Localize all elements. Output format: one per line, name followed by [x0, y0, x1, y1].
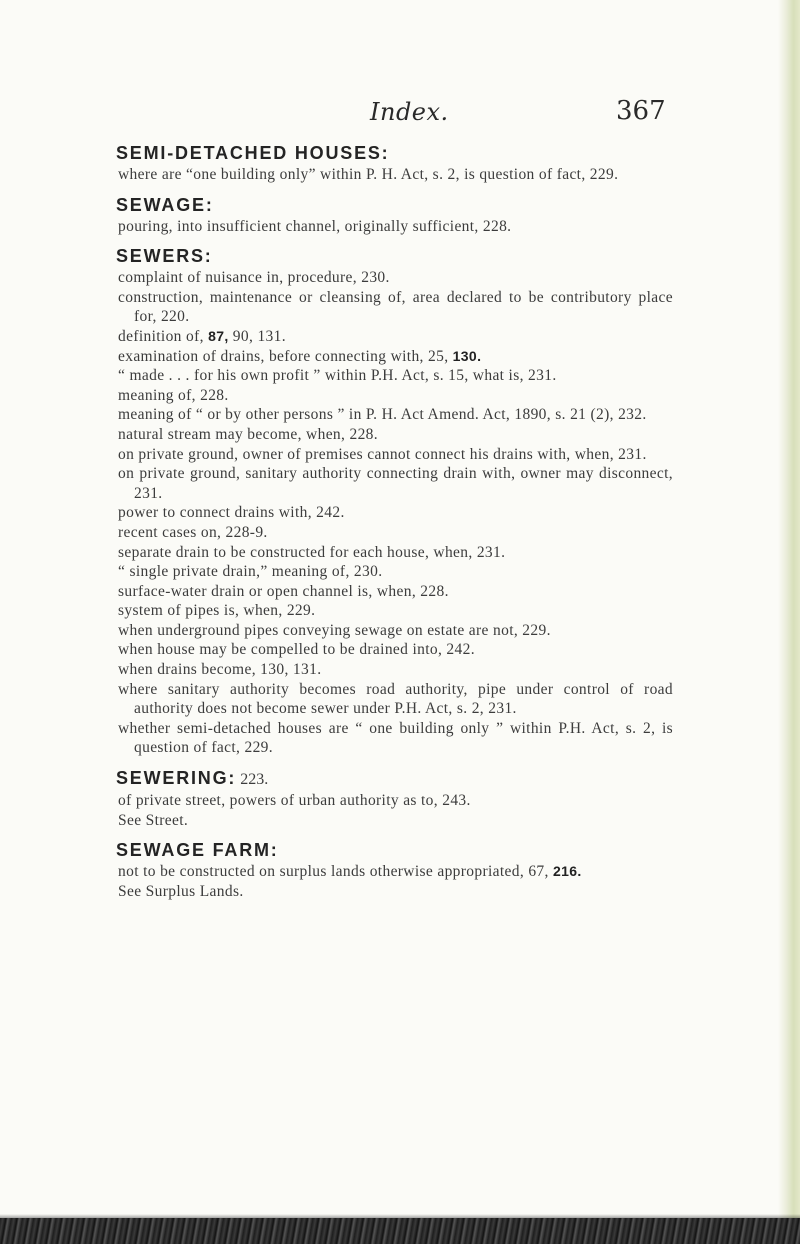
- subentry: when house may be compelled to be drained into, 242.: [118, 641, 475, 659]
- entry-heading-text: SEWERS:: [116, 246, 213, 267]
- page-number: 367: [616, 96, 666, 126]
- entry-heading: [116, 839, 673, 862]
- subentry-text: definition of,: [118, 327, 209, 345]
- page-right-edge: [778, 0, 800, 1244]
- cross-reference: See Street.: [118, 811, 189, 829]
- subentry: on private ground, owner of premises cannot connect his drains with, when, 231.: [118, 445, 647, 463]
- index-entry: [118, 245, 673, 758]
- entry-heading-locator: 223.: [236, 771, 269, 789]
- subentry: on private ground, sanitary authority connecting drain with, owner may disconnect, 231.: [118, 465, 673, 502]
- subentry: recent cases on, 228-9.: [118, 523, 268, 541]
- bold-page-reference: 87,: [208, 327, 229, 344]
- index-entry: [118, 194, 673, 237]
- index-entry: [118, 767, 673, 830]
- page-bottom-edge: [0, 1218, 800, 1244]
- subentry: power to connect drains with, 242.: [118, 504, 345, 522]
- subentry: meaning of, 228.: [118, 386, 229, 404]
- entry-heading-text: SEWAGE FARM:: [116, 840, 279, 861]
- subentry: of private street, powers of urban authority as to, 243.: [118, 792, 471, 810]
- index-entry: [118, 839, 673, 901]
- entry-heading-text: SEMI-DETACHED HOUSES:: [116, 143, 390, 163]
- index-body: [118, 142, 673, 901]
- cross-reference: See Surplus Lands.: [118, 882, 244, 900]
- subentry: [118, 862, 673, 882]
- subentry: where sanitary authority becomes road authority, pipe under control of road authority does not become sewer under P.H. Act, s. 2, 231.: [118, 680, 673, 718]
- subentry: when drains become, 130, 131.: [118, 661, 322, 679]
- subentry: [118, 347, 673, 367]
- subentry: pouring, into insufficient channel, originally sufficient, 228.: [118, 217, 512, 235]
- subentry: whether semi-detached houses are “ one building only ” within P.H. Act, s. 2, is question of fact, 229.: [118, 719, 673, 757]
- running-head: [0, 98, 800, 128]
- subentry: when underground pipes conveying sewage on estate are not, 229.: [118, 621, 551, 639]
- running-title: Index.: [370, 98, 449, 126]
- entry-heading: [116, 142, 673, 165]
- subentry: where are “one building only” within P. H. Act, s. 2, is question of fact, 229.: [118, 166, 619, 183]
- index-entry: [118, 142, 673, 185]
- subentry-text-tail: 90, 131.: [228, 327, 286, 345]
- subentry-text: not to be constructed on surplus lands otherwise appropriated, 67,: [118, 863, 553, 881]
- subentry: natural stream may become, when, 228.: [118, 425, 379, 443]
- bold-page-reference: 130.: [452, 347, 482, 364]
- subentry: surface-water drain or open channel is, when, 228.: [118, 582, 449, 600]
- subentry: construction, maintenance or cleansing of, area declared to be contributory place for, 220.: [118, 288, 673, 326]
- subentry: [118, 327, 673, 347]
- entry-heading: [116, 767, 673, 791]
- subentry: “ single private drain,” meaning of, 230.: [118, 563, 383, 581]
- entry-heading: [116, 194, 673, 217]
- entry-heading-text: SEWERING:: [116, 768, 237, 789]
- subentry: meaning of “ or by other persons ” in P. H. Act Amend. Act, 1890, s. 21 (2), 232.: [118, 406, 647, 424]
- subentry-text: examination of drains, before connecting with, 25,: [118, 347, 453, 365]
- entry-heading: [116, 245, 673, 268]
- subentry: system of pipes is, when, 229.: [118, 602, 316, 620]
- subentry: “ made . . . for his own profit ” within P.H. Act, s. 15, what is, 231.: [118, 367, 557, 385]
- subentry: complaint of nuisance in, procedure, 230.: [118, 269, 390, 287]
- subentry: separate drain to be constructed for each house, when, 231.: [118, 543, 506, 561]
- entry-heading-text: SEWAGE:: [116, 194, 214, 215]
- bold-page-reference: 216.: [552, 863, 582, 880]
